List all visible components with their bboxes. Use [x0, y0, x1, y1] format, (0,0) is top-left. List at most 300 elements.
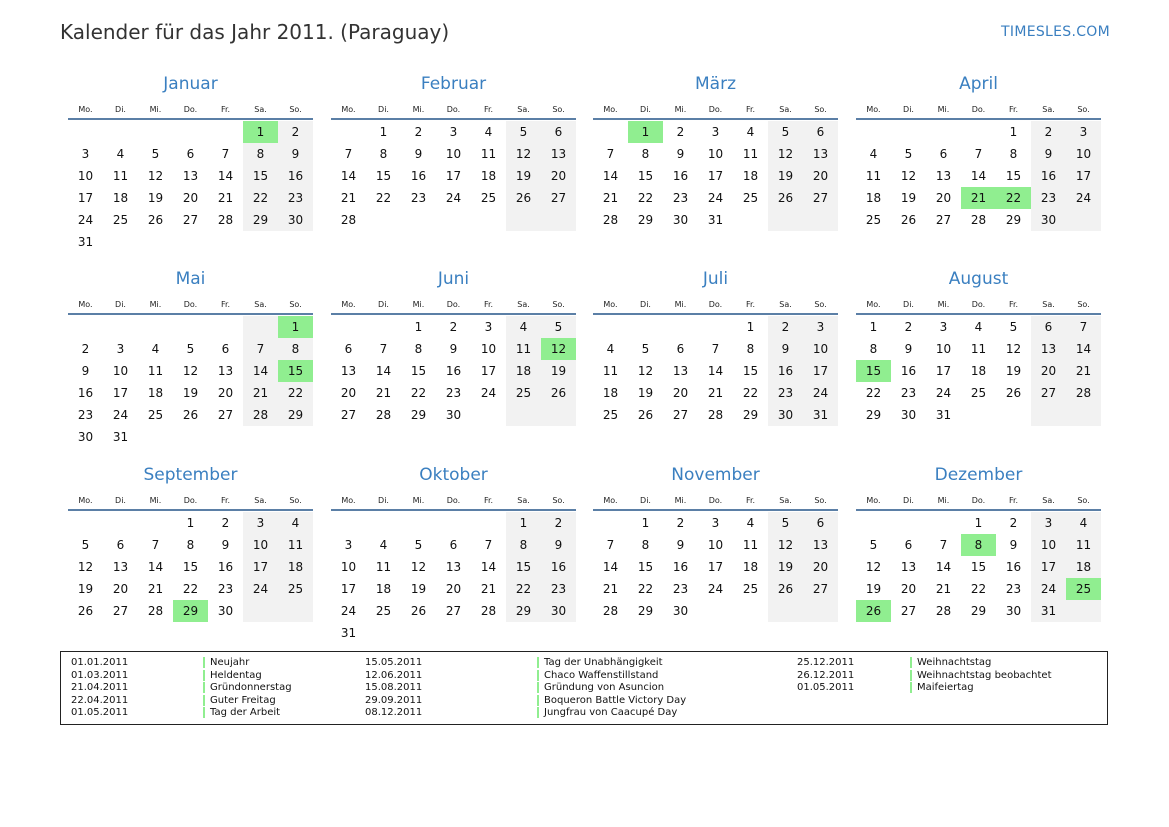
day-cell: 9: [414, 147, 423, 161]
holiday-name: Gründonnerstag: [203, 682, 292, 693]
weekday-label: Mo.: [341, 496, 356, 505]
weekday-label: Mi.: [412, 300, 425, 309]
day-cell: 7: [379, 342, 388, 356]
weekday-label: Fr.: [1008, 496, 1019, 505]
day-cell: 18: [112, 191, 129, 205]
month-name: August: [948, 269, 1009, 289]
day-cell: 7: [221, 147, 230, 161]
day-cell: 29: [410, 408, 427, 422]
weekday-label: So.: [552, 105, 565, 114]
day-cell: 11: [742, 147, 759, 161]
day-cell: 22: [410, 386, 427, 400]
day-cell: 5: [781, 516, 790, 530]
holiday-date: 26.12.2011: [797, 669, 855, 681]
day-cell: 17: [445, 169, 462, 183]
weekday-label: Mo.: [603, 105, 618, 114]
day-cell: 21: [935, 582, 952, 596]
day-cell: 31: [707, 213, 724, 227]
weekday-label: Mo.: [866, 300, 881, 309]
month-name: April: [959, 74, 998, 94]
month-name: Juli: [702, 269, 729, 289]
weekday-label: Mi.: [149, 105, 162, 114]
day-cell: 9: [449, 342, 458, 356]
day-cell: 23: [550, 582, 567, 596]
day-cell: 5: [869, 538, 878, 552]
day-cell: 18: [970, 364, 987, 378]
day-cell: 15: [1005, 169, 1022, 183]
day-cell: 30: [217, 604, 234, 618]
weekday-label: Do.: [446, 496, 461, 505]
day-cell: 30: [287, 213, 304, 227]
day-cell: 10: [812, 342, 829, 356]
day-cell: 17: [1040, 560, 1057, 574]
day-cell: 28: [1075, 386, 1092, 400]
day-cell: 23: [672, 582, 689, 596]
day-cell: 28: [252, 408, 269, 422]
weekday-label: Mi.: [937, 496, 950, 505]
weekday-label: Di.: [903, 300, 914, 309]
day-cell: 19: [777, 560, 794, 574]
day-cell: 8: [414, 342, 423, 356]
day-cell: 17: [112, 386, 129, 400]
weekday-label: Sa.: [517, 105, 530, 114]
day-cell: 14: [147, 560, 164, 574]
day-cell: 6: [939, 147, 948, 161]
day-cell: 19: [410, 582, 427, 596]
day-cell: 10: [1040, 538, 1057, 552]
day-cell: 14: [602, 560, 619, 574]
day-cell: 19: [147, 191, 164, 205]
day-cell: 24: [1040, 582, 1057, 596]
day-cell: 7: [711, 342, 720, 356]
weekday-label: Sa.: [254, 300, 267, 309]
day-cell: 29: [515, 604, 532, 618]
day-cell: 21: [147, 582, 164, 596]
weekday-label: Di.: [903, 496, 914, 505]
day-cell: 17: [1075, 169, 1092, 183]
day-cell: 27: [935, 213, 952, 227]
holiday-date: 15.05.2011: [365, 657, 423, 668]
day-cell: 16: [900, 364, 917, 378]
day-cell: 26: [77, 604, 94, 618]
day-cell: 17: [812, 364, 829, 378]
weekday-label: So.: [814, 300, 827, 309]
day-cell: 22: [637, 582, 654, 596]
day-cell: 10: [445, 147, 462, 161]
day-cell: 19: [77, 582, 94, 596]
weekday-label: So.: [289, 300, 302, 309]
day-cell: 13: [217, 364, 234, 378]
day-cell: 11: [112, 169, 129, 183]
holiday-name: Maifeiertag: [910, 682, 974, 693]
day-cell: 21: [480, 582, 497, 596]
holiday-day-cell: 29: [173, 600, 208, 622]
day-cell: 26: [515, 191, 532, 205]
day-cell: 2: [221, 516, 230, 530]
day-cell: 20: [217, 386, 234, 400]
day-cell: 14: [1075, 342, 1092, 356]
day-cell: 25: [742, 191, 759, 205]
day-cell: 28: [602, 604, 619, 618]
weekday-label: So.: [814, 105, 827, 114]
day-cell: 9: [1044, 147, 1053, 161]
day-cell: 18: [742, 560, 759, 574]
day-cell: 16: [672, 560, 689, 574]
day-cell: 14: [935, 560, 952, 574]
day-cell: 10: [77, 169, 94, 183]
day-cell: 8: [519, 538, 528, 552]
weekday-label: Mi.: [674, 105, 687, 114]
month-name: November: [671, 465, 760, 485]
day-cell: 2: [414, 125, 423, 139]
holiday-day-cell: 1: [628, 121, 663, 143]
day-cell: 24: [340, 604, 357, 618]
day-cell: 30: [672, 213, 689, 227]
day-cell: 21: [252, 386, 269, 400]
day-cell: 23: [445, 386, 462, 400]
holiday-name: Weihnachtstag beobachtet: [910, 670, 1052, 681]
day-cell: 4: [519, 320, 528, 334]
day-cell: 2: [449, 320, 458, 334]
day-cell: 10: [707, 538, 724, 552]
day-cell: 9: [676, 538, 685, 552]
day-cell: 30: [777, 408, 794, 422]
weekday-label: Do.: [708, 300, 723, 309]
weekday-label: Do.: [708, 496, 723, 505]
day-cell: 12: [777, 147, 794, 161]
day-cell: 24: [707, 191, 724, 205]
day-cell: 31: [812, 408, 829, 422]
day-cell: 2: [554, 516, 563, 530]
day-cell: 13: [935, 169, 952, 183]
weekday-label: Mo.: [866, 105, 881, 114]
holiday-date: 01.05.2011: [797, 682, 855, 693]
day-cell: 27: [900, 604, 917, 618]
weekday-label: Fr.: [745, 105, 756, 114]
day-cell: 23: [900, 386, 917, 400]
day-cell: 18: [287, 560, 304, 574]
day-cell: 30: [672, 604, 689, 618]
holiday-day-cell: 15: [278, 360, 313, 382]
day-cell: 26: [637, 408, 654, 422]
day-cell: 20: [445, 582, 462, 596]
day-cell: 8: [379, 147, 388, 161]
weekday-label: Fr.: [1008, 105, 1019, 114]
day-cell: 9: [781, 342, 790, 356]
day-cell: 8: [746, 342, 755, 356]
day-cell: 18: [515, 364, 532, 378]
weekday-label: So.: [1077, 300, 1090, 309]
day-cell: 2: [1009, 516, 1018, 530]
weekday-label: So.: [289, 105, 302, 114]
day-cell: 3: [1079, 125, 1088, 139]
day-cell: 19: [182, 386, 199, 400]
weekday-label: Fr.: [220, 496, 231, 505]
day-cell: 9: [81, 364, 90, 378]
holiday-name: Weihnachtstag: [910, 657, 991, 668]
day-cell: 5: [81, 538, 90, 552]
day-cell: 23: [672, 191, 689, 205]
weekday-label: Sa.: [779, 300, 792, 309]
day-cell: 17: [252, 560, 269, 574]
holiday-day-cell: 22: [996, 187, 1031, 209]
day-cell: 30: [1040, 213, 1057, 227]
weekday-label: Do.: [183, 496, 198, 505]
day-cell: 11: [287, 538, 304, 552]
holiday-date: 25.12.2011: [797, 657, 855, 668]
day-cell: 18: [865, 191, 882, 205]
day-cell: 22: [375, 191, 392, 205]
weekday-label: Mo.: [866, 496, 881, 505]
day-cell: 15: [515, 560, 532, 574]
weekday-label: Di.: [378, 496, 389, 505]
day-cell: 8: [641, 538, 650, 552]
weekday-label: Mi.: [149, 300, 162, 309]
day-cell: 28: [147, 604, 164, 618]
day-cell: 26: [777, 582, 794, 596]
day-cell: 3: [344, 538, 353, 552]
day-cell: 16: [1040, 169, 1057, 183]
brand-link[interactable]: TIMESLES.COM: [1001, 24, 1110, 40]
day-cell: 29: [637, 604, 654, 618]
day-cell: 3: [256, 516, 265, 530]
day-cell: 23: [410, 191, 427, 205]
day-cell: 12: [900, 169, 917, 183]
day-cell: 2: [1044, 125, 1053, 139]
weekday-label: So.: [289, 496, 302, 505]
month-rule: [331, 313, 576, 315]
day-cell: 30: [550, 604, 567, 618]
day-cell: 30: [445, 408, 462, 422]
day-cell: 27: [812, 191, 829, 205]
day-cell: 1: [186, 516, 195, 530]
day-cell: 12: [1005, 342, 1022, 356]
day-cell: 12: [515, 147, 532, 161]
day-cell: 12: [77, 560, 94, 574]
weekday-label: Fr.: [745, 300, 756, 309]
day-cell: 1: [414, 320, 423, 334]
day-cell: 29: [742, 408, 759, 422]
day-cell: 20: [550, 169, 567, 183]
day-cell: 10: [340, 560, 357, 574]
day-cell: 12: [777, 538, 794, 552]
day-cell: 21: [375, 386, 392, 400]
day-cell: 11: [602, 364, 619, 378]
day-cell: 5: [904, 147, 913, 161]
day-cell: 9: [554, 538, 563, 552]
day-cell: 19: [1005, 364, 1022, 378]
day-cell: 23: [77, 408, 94, 422]
day-cell: 17: [707, 560, 724, 574]
month-name: Oktober: [419, 465, 488, 485]
day-cell: 8: [291, 342, 300, 356]
weekday-label: Sa.: [779, 496, 792, 505]
day-cell: 8: [641, 147, 650, 161]
day-cell: 28: [970, 213, 987, 227]
month-rule: [68, 509, 313, 511]
weekday-label: Fr.: [220, 300, 231, 309]
day-cell: 11: [970, 342, 987, 356]
day-cell: 22: [865, 386, 882, 400]
weekday-label: Di.: [115, 496, 126, 505]
weekday-label: Di.: [115, 105, 126, 114]
day-cell: 13: [672, 364, 689, 378]
day-cell: 4: [484, 125, 493, 139]
holiday-name: Tag der Unabhängigkeit: [537, 657, 663, 668]
day-cell: 27: [112, 604, 129, 618]
day-cell: 3: [81, 147, 90, 161]
day-cell: 6: [676, 342, 685, 356]
day-cell: 16: [77, 386, 94, 400]
day-cell: 1: [1009, 125, 1018, 139]
day-cell: 7: [606, 147, 615, 161]
day-cell: 10: [252, 538, 269, 552]
day-cell: 14: [375, 364, 392, 378]
day-cell: 1: [519, 516, 528, 530]
day-cell: 27: [445, 604, 462, 618]
day-cell: 7: [484, 538, 493, 552]
day-cell: 24: [1075, 191, 1092, 205]
day-cell: 25: [112, 213, 129, 227]
month-name: September: [143, 465, 238, 485]
weekday-label: Sa.: [1042, 496, 1055, 505]
holiday-day-cell: 1: [278, 316, 313, 338]
day-cell: 31: [77, 235, 94, 249]
day-cell: 14: [602, 169, 619, 183]
month-rule: [856, 313, 1101, 315]
day-cell: 5: [519, 125, 528, 139]
day-cell: 12: [147, 169, 164, 183]
day-cell: 22: [252, 191, 269, 205]
month-name: Juni: [437, 269, 470, 289]
holiday-day-cell: 8: [961, 534, 996, 556]
holiday-date: 29.09.2011: [365, 694, 423, 706]
day-cell: 16: [550, 560, 567, 574]
day-cell: 22: [287, 386, 304, 400]
day-cell: 21: [217, 191, 234, 205]
day-cell: 3: [1044, 516, 1053, 530]
day-cell: 19: [865, 582, 882, 596]
day-cell: 29: [287, 408, 304, 422]
day-cell: 11: [147, 364, 164, 378]
day-cell: 27: [812, 582, 829, 596]
weekday-label: Do.: [971, 496, 986, 505]
holiday-date: 15.08.2011: [365, 682, 423, 693]
day-cell: 18: [480, 169, 497, 183]
day-cell: 3: [484, 320, 493, 334]
holiday-list: [60, 651, 1108, 725]
day-cell: 30: [1005, 604, 1022, 618]
weekday-label: Mo.: [78, 496, 93, 505]
day-cell: 25: [742, 582, 759, 596]
day-cell: 8: [256, 147, 265, 161]
day-cell: 15: [742, 364, 759, 378]
day-cell: 18: [602, 386, 619, 400]
day-cell: 10: [1075, 147, 1092, 161]
day-cell: 10: [112, 364, 129, 378]
weekday-label: Sa.: [779, 105, 792, 114]
weekday-label: Do.: [971, 105, 986, 114]
holiday-name: Boqueron Battle Victory Day: [537, 695, 686, 706]
day-cell: 26: [410, 604, 427, 618]
holiday-name: Heldentag: [203, 670, 262, 681]
day-cell: 21: [1075, 364, 1092, 378]
day-cell: 15: [410, 364, 427, 378]
day-cell: 20: [812, 560, 829, 574]
day-cell: 25: [602, 408, 619, 422]
day-cell: 26: [777, 191, 794, 205]
day-cell: 5: [781, 125, 790, 139]
day-cell: 20: [812, 169, 829, 183]
day-cell: 6: [449, 538, 458, 552]
weekday-label: So.: [1077, 496, 1090, 505]
day-cell: 26: [1005, 386, 1022, 400]
day-cell: 24: [480, 386, 497, 400]
day-cell: 16: [1005, 560, 1022, 574]
holiday-name: Chaco Waffenstillstand: [537, 670, 658, 681]
day-cell: 5: [641, 342, 650, 356]
holiday-date: 01.05.2011: [71, 707, 129, 718]
day-cell: 1: [379, 125, 388, 139]
month-rule: [331, 509, 576, 511]
day-cell: 19: [900, 191, 917, 205]
day-cell: 21: [602, 582, 619, 596]
day-cell: 16: [217, 560, 234, 574]
day-cell: 11: [1075, 538, 1092, 552]
day-cell: 23: [287, 191, 304, 205]
weekday-label: Di.: [903, 105, 914, 114]
day-cell: 22: [637, 191, 654, 205]
month-rule: [331, 118, 576, 120]
weekday-label: Fr.: [220, 105, 231, 114]
day-cell: 9: [1009, 538, 1018, 552]
weekday-label: Do.: [446, 300, 461, 309]
day-cell: 4: [291, 516, 300, 530]
day-cell: 13: [812, 538, 829, 552]
day-cell: 29: [865, 408, 882, 422]
day-cell: 4: [869, 147, 878, 161]
day-cell: 24: [77, 213, 94, 227]
day-cell: 17: [707, 169, 724, 183]
weekday-label: Do.: [446, 105, 461, 114]
day-cell: 9: [904, 342, 913, 356]
holiday-date: 08.12.2011: [365, 707, 423, 718]
day-cell: 20: [340, 386, 357, 400]
day-cell: 18: [1075, 560, 1092, 574]
month-name: Mai: [175, 269, 206, 289]
month-rule: [68, 313, 313, 315]
day-cell: 6: [1044, 320, 1053, 334]
day-cell: 10: [480, 342, 497, 356]
day-cell: 3: [711, 125, 720, 139]
day-cell: 20: [672, 386, 689, 400]
day-cell: 26: [550, 386, 567, 400]
day-cell: 4: [746, 125, 755, 139]
day-cell: 30: [77, 430, 94, 444]
day-cell: 6: [554, 125, 563, 139]
day-cell: 17: [340, 582, 357, 596]
day-cell: 8: [1009, 147, 1018, 161]
day-cell: 22: [182, 582, 199, 596]
day-cell: 6: [344, 342, 353, 356]
month-name: Januar: [163, 74, 218, 94]
day-cell: 1: [974, 516, 983, 530]
day-cell: 23: [1040, 191, 1057, 205]
day-cell: 15: [970, 560, 987, 574]
day-cell: 30: [900, 408, 917, 422]
weekday-label: So.: [552, 300, 565, 309]
day-cell: 2: [81, 342, 90, 356]
